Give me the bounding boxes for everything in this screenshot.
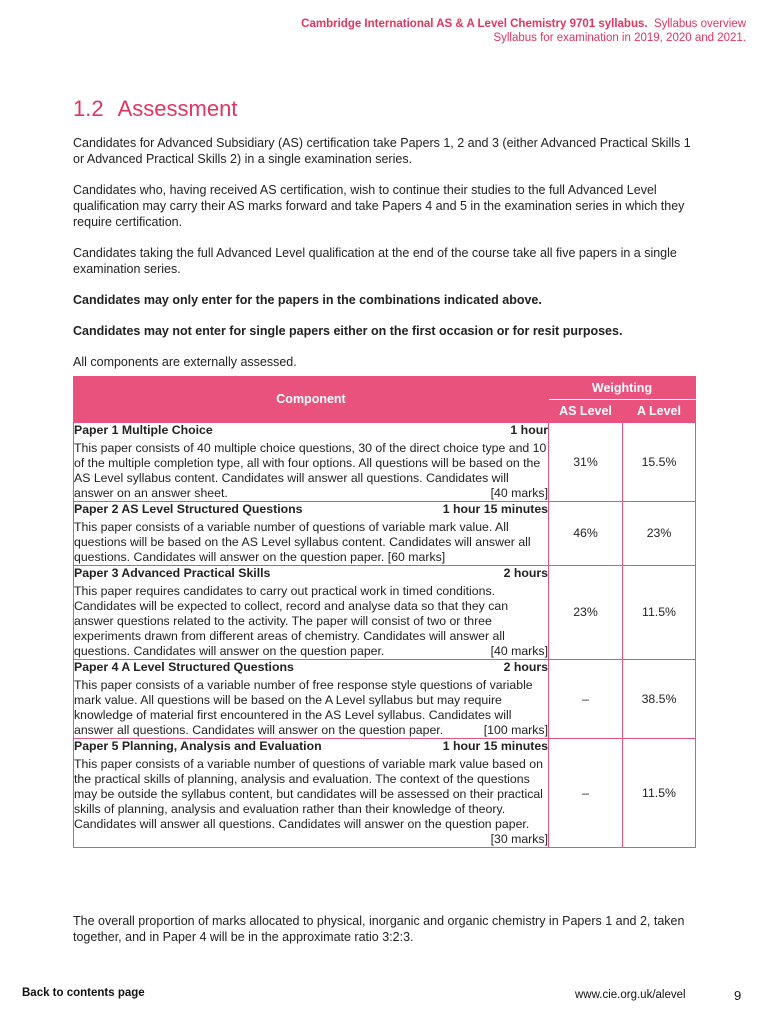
component-cell (74, 739, 549, 848)
paper-duration: 2 hours (503, 660, 548, 674)
header-a-level: A Level (623, 400, 696, 423)
paper-marks: [100 marks] (483, 723, 548, 737)
table-row (74, 660, 696, 739)
section-heading (73, 96, 237, 122)
paper-title: Paper 3 Advanced Practical Skills (74, 566, 271, 580)
paper-title: Paper 4 A Level Structured Questions (74, 660, 294, 674)
paragraph-as-certification: Candidates for Advanced Subsidiary (AS) certification take Papers 1, 2 and 3 (either Advanced Practical Skills 1 or Advanced Practical Skills 2) in a single examination series. (73, 136, 691, 166)
section-name: Syllabus overview (653, 18, 746, 30)
as-weighting: 31% (549, 423, 623, 502)
paper-title: Paper 1 Multiple Choice (74, 423, 213, 437)
paragraph-full-a-level: Candidates taking the full Advanced Level qualification at the end of the course take all five papers in a single examination series. (73, 246, 677, 276)
table-row (74, 423, 696, 502)
closing-paragraph: The overall proportion of marks allocated to physical, inorganic and organic chemistry in Papers 1 and 2, taken together, and in Paper 4 will be in the approximate ratio 3:2:3. (73, 914, 685, 944)
paper-marks: [30 marks] (490, 832, 548, 846)
page-header (301, 17, 746, 45)
page-number: 9 (734, 988, 742, 1003)
paper-description: This paper requires candidates to carry out practical work in timed conditions. Candidates will be expected to collect, record and analyse data so that they can answer questions related to the activity. The paper will consist of two or three experiments drawn from different areas of chemistry. Candidates will answer all questions. Candidates will answer on the question paper. (74, 584, 509, 658)
paper-duration: 2 hours (503, 566, 548, 580)
paper-duration: 1 hour 15 minutes (442, 502, 548, 516)
paragraph-carry-forward: Candidates who, having received AS certification, wish to continue their studies to the full Advanced Level qualification may carry their AS marks forward and take Papers 4 and 5 in the examination series in which they require certification. (73, 183, 685, 229)
website-link[interactable]: www.cie.org.uk/alevel (575, 989, 686, 1001)
section-title: Assessment (117, 96, 238, 121)
a-weighting: 11.5% (623, 739, 696, 848)
paper-duration: 1 hour (510, 423, 548, 437)
back-to-contents-link[interactable]: Back to contents page (22, 987, 145, 999)
as-weighting: – (549, 739, 623, 848)
a-weighting: 11.5% (623, 566, 696, 660)
component-cell (74, 660, 549, 739)
section-number: 1.2 (73, 96, 104, 121)
header-component: Component (74, 377, 549, 423)
a-weighting: 15.5% (623, 423, 696, 502)
paper-marks: [60 marks] (387, 550, 446, 564)
component-cell (74, 423, 549, 502)
table-row (74, 739, 696, 848)
paper-marks: [40 marks] (490, 486, 548, 500)
table-row (74, 502, 696, 566)
header-as-level: AS Level (549, 400, 623, 423)
a-weighting: 23% (623, 502, 696, 566)
table-row (74, 566, 696, 660)
intro-text (73, 135, 703, 376)
syllabus-title: Cambridge International AS & A Level Chemistry 9701 syllabus. (301, 18, 648, 30)
paper-description: This paper consists of a variable number of free response style questions of variable mark value. All questions will be based on the A Level syllabus but may require knowledge of material first encountered in the AS Level syllabus. Candidates will answer all questions. Candidates will answer on the question paper. (74, 678, 533, 737)
component-cell (74, 502, 549, 566)
paper-title: Paper 5 Planning, Analysis and Evaluation (74, 739, 322, 753)
paragraph-externally-assessed: All components are externally assessed. (73, 355, 297, 369)
paragraph-single-papers: Candidates may not enter for single papers either on the first occasion or for resit purposes. (73, 324, 623, 338)
paper-description: This paper consists of a variable number of questions of variable mark value. All questions will be based on the AS Level syllabus content. Candidates will answer all questions. Candidates will answer on the question paper. (74, 520, 531, 564)
paper-description: This paper consists of 40 multiple choice questions, 30 of the direct choice type and 10 of the multiple completion type, all with four options. All questions will be based on the AS Level syllabus content. Candidates will answer all questions. Candidates will answer on an answer sheet. (74, 441, 547, 500)
as-weighting: 46% (549, 502, 623, 566)
paragraph-combinations: Candidates may only enter for the papers in the combinations indicated above. (73, 293, 542, 307)
component-cell (74, 566, 549, 660)
paper-marks: [40 marks] (490, 644, 548, 658)
header-weighting: Weighting (549, 377, 696, 400)
as-weighting: – (549, 660, 623, 739)
paper-description: This paper consists of a variable number of questions of variable mark value based on the practical skills of planning, analysis and evaluation. The context of the questions may be outside the syllabus content, but candidates will be assessed on their practical skills of planning, analysis and evaluation rather than their knowledge of theory. Candidates will answer all questions. Candidates will answer on the question paper. (74, 757, 543, 831)
paper-title: Paper 2 AS Level Structured Questions (74, 502, 303, 516)
a-weighting: 38.5% (623, 660, 696, 739)
exam-years: Syllabus for examination in 2019, 2020 and 2021. (493, 32, 746, 44)
components-table (73, 376, 696, 848)
as-weighting: 23% (549, 566, 623, 660)
paper-duration: 1 hour 15 minutes (442, 739, 548, 753)
